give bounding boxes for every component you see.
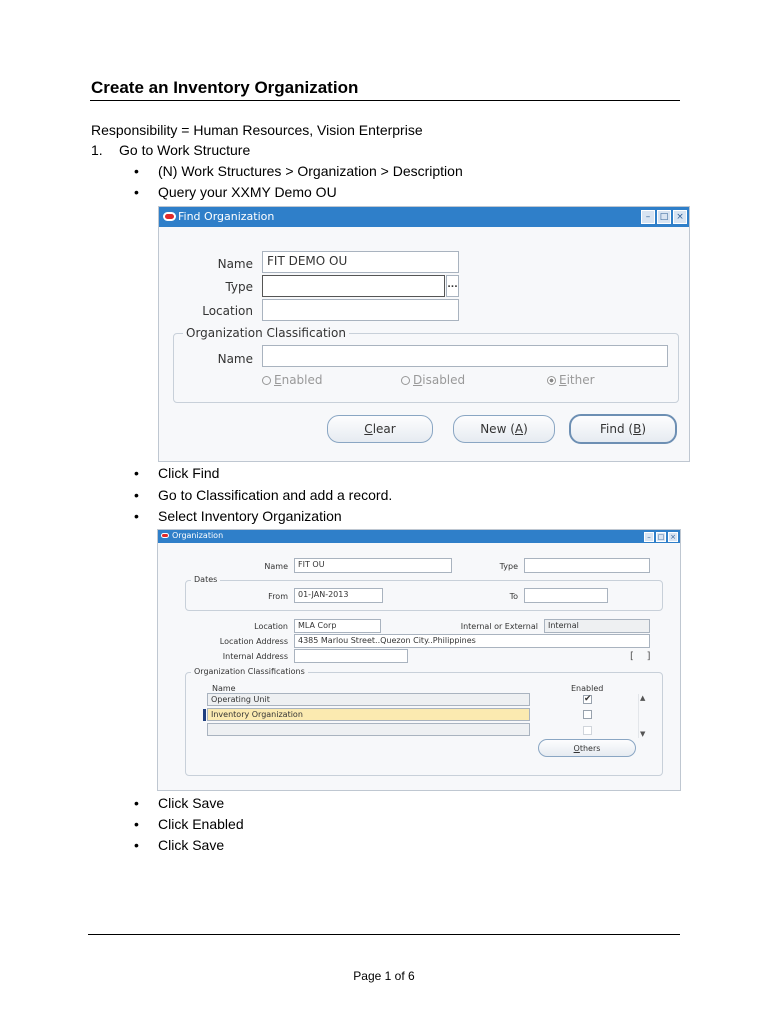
either-radio[interactable]: Either: [547, 373, 595, 387]
internal-address-label: Internal Address: [222, 652, 288, 661]
window-title: Organization: [172, 531, 224, 540]
bullet-icon: •: [134, 465, 139, 481]
bullet-icon: •: [134, 837, 139, 853]
bullet-icon: •: [134, 163, 139, 179]
type-field[interactable]: [262, 275, 445, 297]
responsibility-text: Responsibility = Human Resources, Vision Enterprise: [91, 122, 423, 138]
document-title: Create an Inventory Organization: [91, 78, 359, 97]
minimize-icon[interactable]: –: [644, 532, 654, 542]
radio-icon: [262, 376, 271, 385]
minimize-icon[interactable]: –: [641, 210, 655, 224]
bullet-icon: •: [134, 487, 139, 503]
type-lov-button[interactable]: ...: [446, 275, 459, 297]
find-organization-titlebar: [159, 207, 689, 227]
close-icon[interactable]: ×: [673, 210, 687, 224]
classification-row-name[interactable]: Operating Unit: [207, 693, 530, 706]
bullet-text: Go to Classification and add a record.: [158, 487, 393, 503]
enabled-checkbox[interactable]: ✔: [584, 694, 592, 704]
location-field[interactable]: [262, 299, 459, 321]
org-type-field[interactable]: [524, 558, 650, 573]
classification-row-name[interactable]: [207, 723, 530, 736]
window-title: Find Organization: [178, 210, 275, 223]
step-1-number: 1.: [91, 142, 103, 158]
oracle-logo-icon: [163, 212, 176, 221]
org-name-label: Name: [264, 562, 288, 571]
classification-name-field[interactable]: [262, 345, 668, 367]
location-field[interactable]: MLA Corp: [294, 619, 381, 633]
step-1-text: Go to Work Structure: [119, 142, 251, 158]
enabled-checkbox[interactable]: [583, 726, 592, 735]
org-name-field[interactable]: FIT OU: [294, 558, 452, 573]
location-label: Location: [202, 304, 253, 318]
classification-row-name[interactable]: Inventory Organization: [207, 708, 530, 721]
bullet-icon: •: [134, 816, 139, 832]
radio-icon: [401, 376, 410, 385]
bullet-icon: •: [134, 184, 139, 200]
maximize-icon[interactable]: □: [657, 210, 671, 224]
scroll-up-icon[interactable]: ▲: [640, 694, 646, 702]
descriptive-flexfield-icon[interactable]: [ ]: [630, 651, 651, 662]
bullet-text: Click Find: [158, 465, 220, 481]
from-date-field[interactable]: 01-JAN-2013: [294, 588, 383, 603]
internal-external-label: Internal or External: [460, 622, 538, 631]
enabled-checkbox[interactable]: [583, 710, 592, 719]
col-enabled-header: Enabled: [571, 684, 604, 693]
title-underline: [90, 100, 680, 101]
to-date-field[interactable]: [524, 588, 608, 603]
internal-external-field[interactable]: Internal: [544, 619, 650, 633]
close-icon[interactable]: ×: [668, 532, 678, 542]
name-label: Name: [217, 257, 253, 271]
current-record-indicator: [203, 709, 206, 721]
bullet-text: Select Inventory Organization: [158, 508, 342, 524]
bullet-icon: •: [134, 795, 139, 811]
organization-window: [157, 529, 681, 791]
col-name-header: Name: [212, 684, 236, 693]
classifications-scrollbar[interactable]: [638, 694, 649, 738]
bullet-text: Click Save: [158, 795, 225, 811]
find-button[interactable]: Find ( B ): [569, 414, 677, 444]
location-address-field[interactable]: 4385 Marlou Street..Quezon City..Philippines: [294, 634, 650, 648]
type-label: Type: [225, 280, 253, 294]
maximize-icon[interactable]: □: [657, 533, 665, 541]
internal-address-field[interactable]: [294, 649, 408, 663]
bullet-icon: •: [134, 508, 139, 524]
to-label: To: [509, 592, 518, 601]
organization-titlebar: [158, 530, 680, 543]
location-label: Location: [254, 622, 288, 631]
bullet-text: Query your XXMY Demo OU: [158, 184, 337, 200]
organization-classification-title: Organization Classification: [183, 326, 349, 340]
org-type-label: Type: [499, 562, 518, 571]
organization-classifications-title: Organization Classifications: [191, 667, 308, 676]
disabled-radio[interactable]: Disabled: [401, 373, 465, 387]
bullet-text: Click Enabled: [158, 816, 244, 832]
dates-group-title: Dates: [191, 575, 220, 584]
find-organization-window: [158, 206, 690, 462]
page-number: Page 1 of 6: [353, 969, 415, 983]
bullet-text: Click Save: [158, 837, 225, 853]
from-label: From: [268, 592, 288, 601]
new-button[interactable]: New ( A ): [453, 415, 555, 443]
classification-name-label: Name: [217, 352, 253, 366]
organization-classification-group: [173, 333, 679, 403]
others-button[interactable]: O thers: [538, 739, 636, 757]
footer-divider: [88, 934, 680, 935]
clear-button[interactable]: C lear: [327, 415, 433, 443]
oracle-logo-icon: [161, 533, 169, 538]
enabled-radio[interactable]: Enabled: [262, 373, 323, 387]
bullet-text: (N) Work Structures > Organization > Description: [158, 163, 463, 179]
location-address-label: Location Address: [219, 637, 288, 646]
scroll-down-icon[interactable]: ▼: [640, 730, 646, 738]
radio-selected-icon: [547, 376, 556, 385]
name-field[interactable]: FIT DEMO OU: [262, 251, 459, 273]
